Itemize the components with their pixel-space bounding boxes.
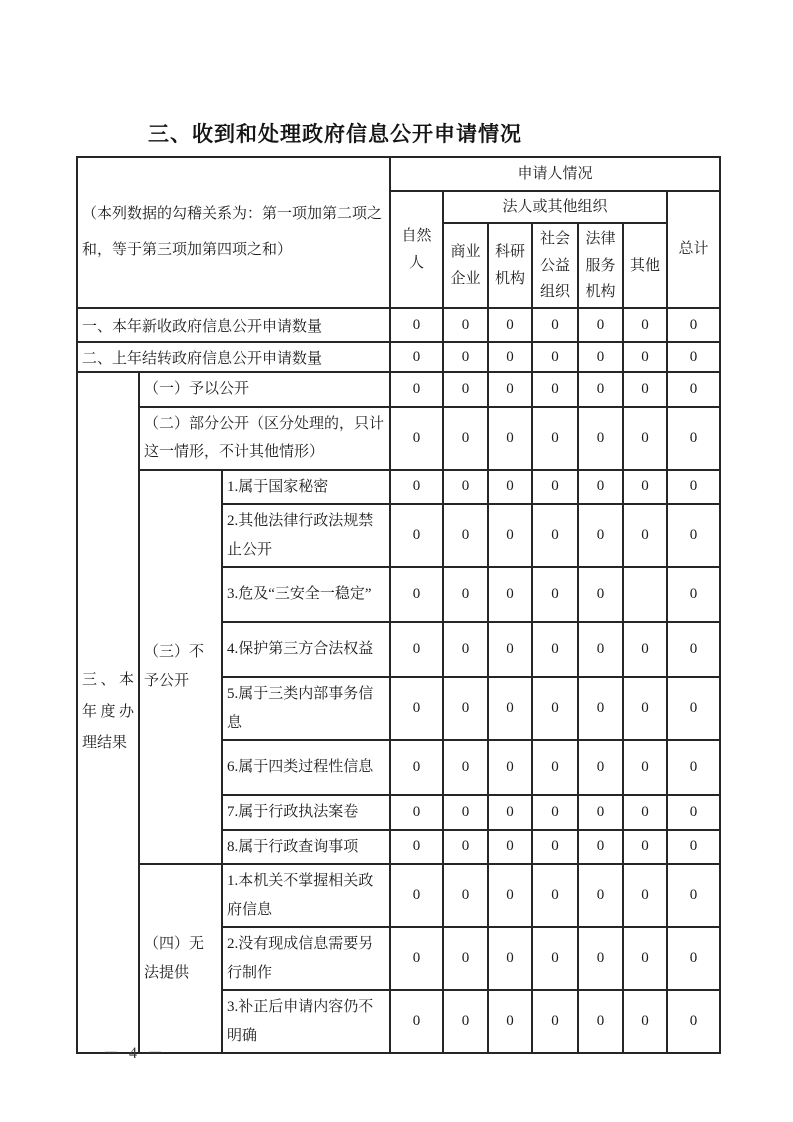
group-label: （四）无法提供 — [139, 864, 222, 1053]
value-cell: 0 — [488, 308, 532, 342]
value-cell: 0 — [443, 308, 488, 342]
value-cell: 0 — [443, 342, 488, 372]
value-cell: 0 — [443, 407, 488, 470]
value-cell: 0 — [390, 622, 443, 677]
value-cell: 0 — [390, 470, 443, 505]
value-cell: 0 — [443, 677, 488, 740]
value-cell: 0 — [532, 342, 578, 372]
value-cell: 0 — [443, 740, 488, 795]
section3-label: 三、本年度办理结果 — [77, 372, 139, 1053]
group-label: （三）不予公开 — [139, 470, 222, 865]
value-cell: 0 — [623, 795, 667, 830]
value-cell: 0 — [488, 740, 532, 795]
header-applicant-group: 申请人情况 — [390, 157, 720, 191]
value-cell: 0 — [443, 504, 488, 567]
value-cell: 0 — [390, 740, 443, 795]
value-cell: 0 — [443, 372, 488, 407]
value-cell: 0 — [532, 830, 578, 865]
header-commercial: 商业企业 — [443, 223, 488, 308]
value-cell: 0 — [667, 308, 720, 342]
value-cell: 0 — [623, 740, 667, 795]
item-label: 3.危及“三安全一稳定” — [222, 567, 390, 622]
value-cell: 0 — [443, 927, 488, 990]
value-cell: 0 — [532, 567, 578, 622]
value-cell: 0 — [443, 795, 488, 830]
row-label: 二、上年结转政府信息公开申请数量 — [77, 342, 390, 372]
value-cell: 0 — [488, 470, 532, 505]
header-research: 科研机构 — [488, 223, 532, 308]
value-cell: 0 — [532, 864, 578, 927]
value-cell: 0 — [488, 677, 532, 740]
value-cell: 0 — [532, 795, 578, 830]
value-cell: 0 — [390, 504, 443, 567]
item-label: 8.属于行政查询事项 — [222, 830, 390, 865]
value-cell: 0 — [623, 622, 667, 677]
value-cell: 0 — [443, 990, 488, 1053]
value-cell: 0 — [390, 407, 443, 470]
value-cell: 0 — [623, 504, 667, 567]
value-cell: 0 — [623, 864, 667, 927]
table-row — [77, 342, 720, 372]
header-other: 其他 — [623, 223, 667, 308]
table-row — [77, 372, 720, 407]
value-cell: 0 — [390, 342, 443, 372]
value-cell: 0 — [488, 830, 532, 865]
item-label: 5.属于三类内部事务信息 — [222, 677, 390, 740]
value-cell: 0 — [443, 830, 488, 865]
value-cell: 0 — [532, 622, 578, 677]
value-cell: 0 — [532, 677, 578, 740]
value-cell: 0 — [390, 830, 443, 865]
value-cell: 0 — [667, 677, 720, 740]
value-cell: 0 — [488, 927, 532, 990]
value-cell: 0 — [532, 407, 578, 470]
value-cell: 0 — [667, 990, 720, 1053]
value-cell: 0 — [623, 407, 667, 470]
value-cell: 0 — [488, 795, 532, 830]
value-cell: 0 — [488, 622, 532, 677]
value-cell: 0 — [667, 342, 720, 372]
value-cell: 0 — [532, 990, 578, 1053]
value-cell: 0 — [488, 342, 532, 372]
value-cell: 0 — [488, 407, 532, 470]
value-cell: 0 — [623, 342, 667, 372]
value-cell: 0 — [578, 795, 623, 830]
header-legal-group: 法人或其他组织 — [443, 191, 667, 223]
group-label: （二）部分公开（区分处理的，只计这一情形，不计其他情形） — [139, 407, 390, 470]
value-cell: 0 — [667, 740, 720, 795]
value-cell: 0 — [390, 372, 443, 407]
value-cell: 0 — [667, 407, 720, 470]
value-cell: 0 — [488, 504, 532, 567]
value-cell: 0 — [532, 740, 578, 795]
value-cell: 0 — [578, 470, 623, 505]
value-cell: 0 — [488, 372, 532, 407]
value-cell: 0 — [443, 864, 488, 927]
row-label: 一、本年新收政府信息公开申请数量 — [77, 308, 390, 342]
value-cell: 0 — [578, 622, 623, 677]
item-label: 2.其他法律行政法规禁止公开 — [222, 504, 390, 567]
value-cell: 0 — [532, 504, 578, 567]
section-title: 三、收到和处理政府信息公开申请情况 — [148, 123, 522, 146]
value-cell: 0 — [667, 795, 720, 830]
value-cell: 0 — [623, 830, 667, 865]
value-cell: 0 — [443, 470, 488, 505]
value-cell: 0 — [488, 864, 532, 927]
value-cell: 0 — [623, 308, 667, 342]
value-cell: 0 — [390, 927, 443, 990]
value-cell: 0 — [390, 990, 443, 1053]
value-cell: 0 — [443, 567, 488, 622]
header-social-welfare: 社会公益组织 — [532, 223, 578, 308]
value-cell: 0 — [532, 927, 578, 990]
table-note: （本列数据的勾稽关系为：第一项加第二项之和，等于第三项加第四项之和） — [77, 157, 390, 308]
header-natural-person: 自然人 — [390, 191, 443, 308]
value-cell: 0 — [488, 567, 532, 622]
header-legal-service: 法律服务机构 — [578, 223, 623, 308]
value-cell: 0 — [578, 677, 623, 740]
value-cell: 0 — [578, 864, 623, 927]
value-cell: 0 — [578, 830, 623, 865]
application-stats-table — [76, 156, 721, 1054]
value-cell: 0 — [488, 990, 532, 1053]
value-cell: 0 — [532, 308, 578, 342]
value-cell: 0 — [623, 990, 667, 1053]
value-cell: 0 — [578, 927, 623, 990]
table-row — [77, 308, 720, 342]
item-label: 3.补正后申请内容仍不明确 — [222, 990, 390, 1053]
value-cell: 0 — [390, 567, 443, 622]
value-cell — [623, 567, 667, 622]
value-cell: 0 — [390, 795, 443, 830]
value-cell: 0 — [532, 372, 578, 407]
value-cell: 0 — [667, 372, 720, 407]
value-cell: 0 — [667, 864, 720, 927]
value-cell: 0 — [667, 470, 720, 505]
item-label: 2.没有现成信息需要另行制作 — [222, 927, 390, 990]
value-cell: 0 — [390, 677, 443, 740]
value-cell: 0 — [578, 342, 623, 372]
value-cell: 0 — [390, 864, 443, 927]
table-row — [77, 470, 720, 505]
header-total: 总计 — [667, 191, 720, 308]
value-cell: 0 — [390, 308, 443, 342]
value-cell: 0 — [667, 504, 720, 567]
value-cell: 0 — [667, 927, 720, 990]
value-cell: 0 — [578, 504, 623, 567]
page-number: － 4 － — [103, 1045, 167, 1062]
value-cell: 0 — [623, 470, 667, 505]
value-cell: 0 — [578, 308, 623, 342]
value-cell: 0 — [667, 567, 720, 622]
value-cell: 0 — [578, 740, 623, 795]
table-row — [77, 407, 720, 470]
value-cell: 0 — [623, 927, 667, 990]
value-cell: 0 — [578, 407, 623, 470]
value-cell: 0 — [578, 567, 623, 622]
value-cell: 0 — [623, 677, 667, 740]
table-row — [77, 864, 720, 927]
item-label: 6.属于四类过程性信息 — [222, 740, 390, 795]
item-label: 4.保护第三方合法权益 — [222, 622, 390, 677]
item-label: 1.属于国家秘密 — [222, 470, 390, 505]
value-cell: 0 — [532, 470, 578, 505]
item-label: 7.属于行政执法案卷 — [222, 795, 390, 830]
group-label: （一）予以公开 — [139, 372, 390, 407]
value-cell: 0 — [443, 622, 488, 677]
value-cell: 0 — [667, 622, 720, 677]
item-label: 1.本机关不掌握相关政府信息 — [222, 864, 390, 927]
value-cell: 0 — [578, 372, 623, 407]
value-cell: 0 — [623, 372, 667, 407]
value-cell: 0 — [578, 990, 623, 1053]
value-cell: 0 — [667, 830, 720, 865]
